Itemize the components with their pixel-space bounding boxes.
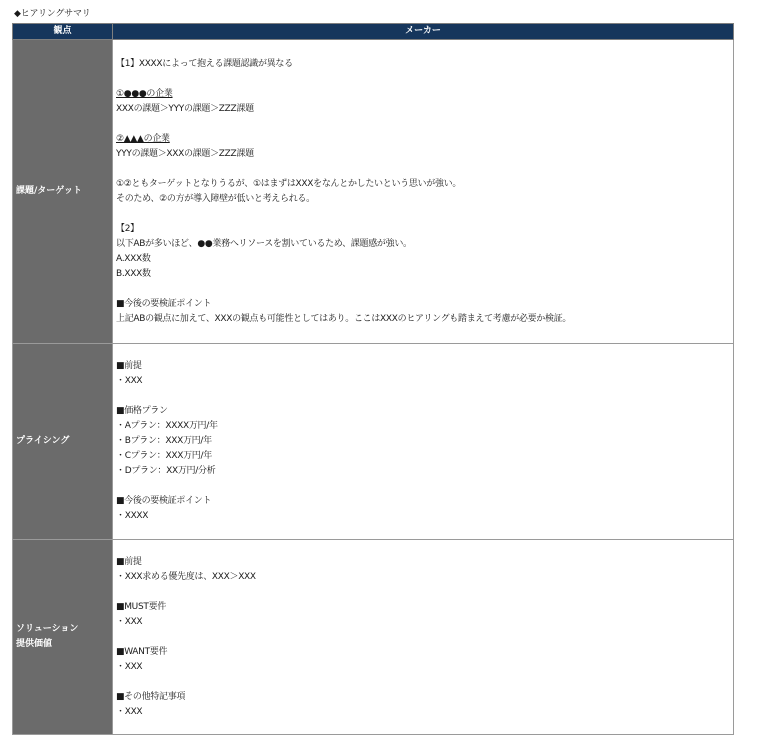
hearing-summary-table xyxy=(12,23,734,735)
blank-line xyxy=(116,207,733,222)
row-label-text: 提供価値 xyxy=(16,639,53,649)
content-line: 以下ABが多いほど、●●業務へリソースを割いているため、課題感が強い。 xyxy=(116,238,412,249)
table-row xyxy=(13,344,734,540)
content-line: A.XXX数 xyxy=(116,253,151,264)
subheading-line: ②▲▲▲の企業 xyxy=(116,133,170,144)
content-line: ・XXX xyxy=(116,661,143,672)
row-label-text: プライシング xyxy=(16,436,70,446)
content-line: ■価格プラン xyxy=(116,406,168,416)
content-line: ■今後の要検証ポイント xyxy=(116,298,212,309)
content-line: ■今後の要検証ポイント xyxy=(116,496,212,506)
subheading-line: ①●●●の企業 xyxy=(116,88,173,99)
sheet-title: ◆ヒアリングサマリ xyxy=(14,9,91,19)
content-line: 【2】 xyxy=(116,223,139,234)
blank-line xyxy=(116,162,733,177)
content-line: 【1】XXXXによって抱える課題認識が異なる xyxy=(116,58,293,69)
content-line: ・Bプラン：XXX万円/年 xyxy=(116,436,212,446)
content-line: ・XXX xyxy=(116,706,143,717)
blank-line xyxy=(116,479,733,494)
content-line: ・XXXX xyxy=(116,511,149,521)
blank-line xyxy=(116,282,733,297)
content-line: ■前提 xyxy=(116,556,142,567)
blank-line xyxy=(116,675,733,690)
content-line: XXXの課題＞YYYの課題＞ZZZ課題 xyxy=(116,103,254,114)
content-line: そのため、②の方が導入障壁が低いと考えられる。 xyxy=(116,193,315,204)
content-line: B.XXX数 xyxy=(116,268,151,279)
row-label-text: 課題/ターゲット xyxy=(16,186,82,196)
content-line: ・Cプラン：XXX万円/年 xyxy=(116,451,212,461)
blank-line xyxy=(116,389,733,404)
maker-header: メーカー xyxy=(113,24,734,40)
content-line: ・Dプラン：XX万円/分析 xyxy=(116,466,216,476)
content-line: 上記ABの観点に加えて、XXXの観点も可能性としてはあり。ここはXXXのヒアリングも踏まえて考慮が必要か検証。 xyxy=(116,313,572,324)
content-line: YYYの課題＞XXXの課題＞ZZZ課題 xyxy=(116,148,254,159)
row-label-solution-value xyxy=(13,540,113,735)
row-content-issues-target xyxy=(113,40,734,344)
content-line: ■その他特記事項 xyxy=(116,691,186,702)
blank-line xyxy=(116,585,733,600)
row-label-issues-target xyxy=(13,40,113,344)
table-row xyxy=(13,40,734,344)
viewpoint-header: 観点 xyxy=(13,24,113,40)
content-line: ・Aプラン：XXXX万円/年 xyxy=(116,421,218,431)
row-content-pricing xyxy=(113,344,734,540)
content-line: ・XXX xyxy=(116,616,143,627)
row-content-solution-value xyxy=(113,540,734,735)
content-line: ・XXX xyxy=(116,376,143,386)
blank-line xyxy=(116,72,733,87)
table-row xyxy=(13,540,734,735)
blank-line xyxy=(116,630,733,645)
content-line: ■MUST要件 xyxy=(116,601,166,612)
content-line: ・XXX求める優先度は、XXX＞XXX xyxy=(116,571,256,582)
blank-line xyxy=(116,117,733,132)
row-label-text: ソリューション xyxy=(16,624,79,634)
row-label-pricing xyxy=(13,344,113,540)
content-line: ■前提 xyxy=(116,361,142,371)
header-row xyxy=(13,24,734,40)
content-line: ①②ともターゲットとなりうるが、①はまずはXXXをなんとかしたいという思いが強い。 xyxy=(116,178,462,189)
content-line: ■WANT要件 xyxy=(116,646,168,657)
